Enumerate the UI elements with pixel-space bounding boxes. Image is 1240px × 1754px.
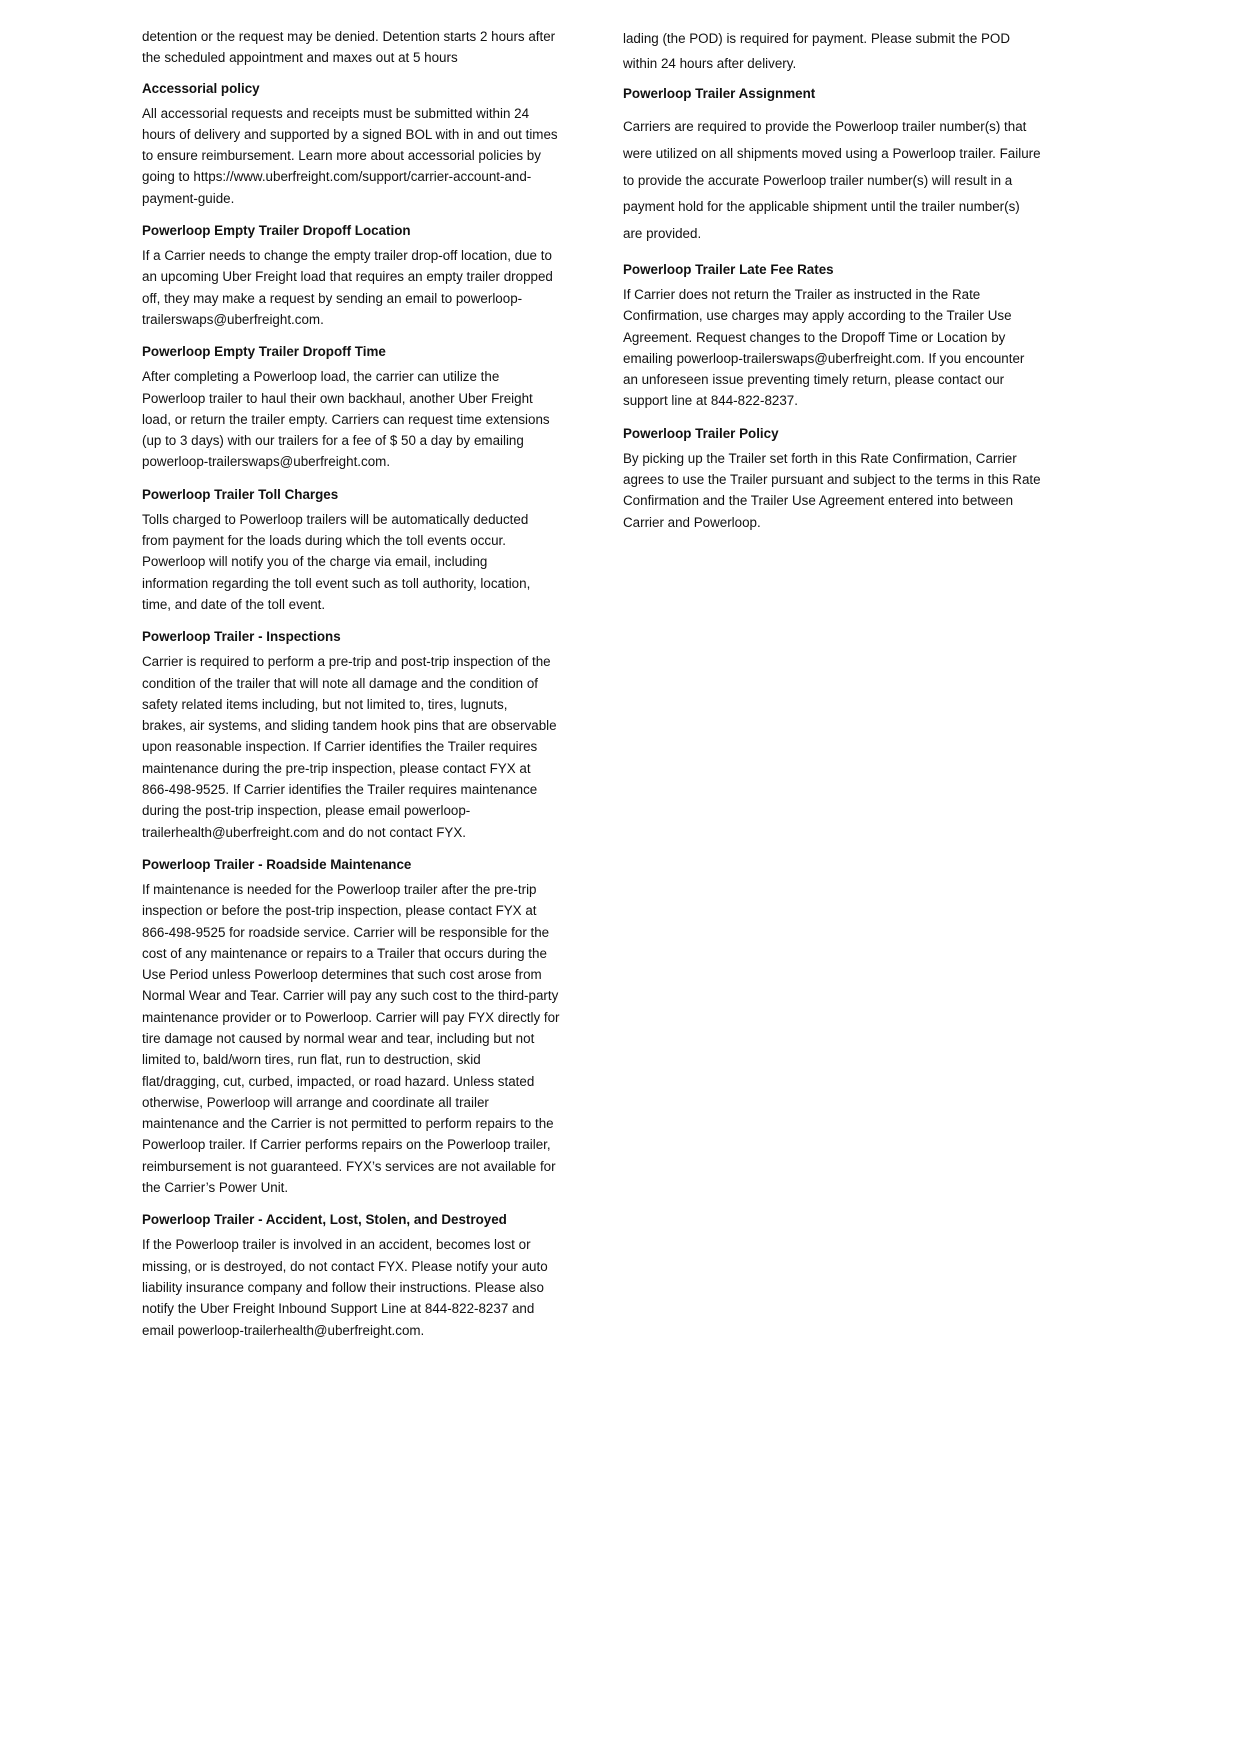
section-body: By picking up the Trailer set forth in this Rate Confirmation, Carrier agrees to use the Trailer pursuant and subject to the terms in this Rate Confirmation and the Trailer Use Agreement entered into between Carrier and Powerloop. <box>623 450 1041 530</box>
section-body: If the Powerloop trailer is involved in an accident, becomes lost or missing, or is destroyed, do not contact FYX. Please notify your auto liability insurance company and follow their instructions. Please also notify the Uber Freight Inbound Support Line at 844-822-8237 and email powerloop-trailerhealth@uberfreight.com. <box>142 1237 548 1338</box>
section-toll-charges <box>142 484 598 615</box>
section-heading: Powerloop Trailer - Roadside Maintenance <box>142 856 412 872</box>
section-roadside-maintenance <box>142 854 598 1198</box>
section-accident-lost-stolen <box>142 1209 598 1340</box>
section-heading: Powerloop Empty Trailer Dropoff Time <box>142 344 386 360</box>
right-column <box>623 26 1081 544</box>
section-body: If Carrier does not return the Trailer as instructed in the Rate Confirmation, use charges may apply according to the Trailer Use Agreement. Request changes to the Dropoff Time or Location by emailing powerloop-trailerswaps@uberfreight.com. If you encounter an unforeseen issue preventing timely return, please contact our support line at 844-822-8237. <box>623 286 1025 409</box>
section-empty-trailer-dropoff-time <box>142 341 598 472</box>
section-heading: Powerloop Trailer Late Fee Rates <box>623 261 834 277</box>
section-heading: Powerloop Trailer Toll Charges <box>142 486 339 502</box>
section-trailer-policy <box>623 423 1081 533</box>
section-inspections <box>142 626 598 843</box>
section-body: Tolls charged to Powerloop trailers will be automatically deducted from payment for the loads during which the toll events occur. Powerloop will notify you of the charge via email, including information regarding the toll event such as toll authority, location, time, and date of the toll event. <box>142 511 531 612</box>
left-column <box>142 26 598 1352</box>
left-continuation-text: detention or the request may be denied. Detention starts 2 hours after the scheduled appointment and maxes out at 5 hours <box>142 29 556 66</box>
section-late-fee-rates <box>623 259 1081 412</box>
section-trailer-assignment <box>623 83 1081 248</box>
section-body: If a Carrier needs to change the empty trailer drop-off location, due to an upcoming Uber Freight load that requires an empty trailer dropped off, they may make a request by sending an email to powerloop- trailerswaps@uberfreight.com. <box>142 248 553 327</box>
section-heading: Accessorial policy <box>142 80 260 96</box>
section-body: All accessorial requests and receipts must be submitted within 24 hours of delivery and supported by a signed BOL with in and out times to ensure reimbursement. Learn more about accessorial policies by going to https://www.uberfreight.com/support/carrier-account-and- payment-guide. <box>142 105 558 206</box>
section-body: Carrier is required to perform a pre-trip and post-trip inspection of the condition of the trailer that will note all damage and the condition of safety related items including, but not limited to, tires, lugnuts, brakes, air systems, and sliding tandem hook pins that are observable upon reasonable inspection. If Carrier identifies the Trailer requires maintenance during the pre-trip inspection, please contact FYX at 866-498-9525. If Carrier identifies the Trailer requires maintenance during the post-trip inspection, please email powerloop- trailerhealth@uberfreight.com and do not contact FYX. <box>142 654 557 840</box>
right-continuation-text: lading (the POD) is required for payment. Please submit the POD within 24 hours after delivery. <box>623 31 1011 71</box>
section-heading: Powerloop Trailer Policy <box>623 425 779 441</box>
section-heading: Powerloop Trailer Assignment <box>623 86 816 101</box>
section-empty-trailer-dropoff-location <box>142 220 598 330</box>
section-heading: Powerloop Empty Trailer Dropoff Location <box>142 223 411 239</box>
section-heading: Powerloop Trailer - Inspections <box>142 629 341 645</box>
section-body: If maintenance is needed for the Powerloop trailer after the pre-trip inspection or before the post-trip inspection, please contact FYX at 866-498-9525 for roadside service. Carrier will be responsible for the cost of any maintenance or repairs to a Trailer that occurs during the Use Period unless Powerloop determines that such cost arose from Normal Wear and Tear. Carrier will pay any such cost to the third-party maintenance provider or to Powerloop. Carrier will pay FYX directly for tire damage not caused by normal wear and tear, including but not limited to, bald/worn tires, run flat, run to destruction, skid flat/dragging, cut, curbed, impacted, or road hazard. Unless stated otherwise, Powerloop will arrange and coordinate all trailer maintenance and the Carrier is not permitted to perform repairs to the Powerloop trailer. If Carrier performs repairs on the Powerloop trailer, reimbursement is not guaranteed. FYX’s services are not available for the Carrier’s Power Unit. <box>142 881 560 1196</box>
section-heading: Powerloop Trailer - Accident, Lost, Stolen, and Destroyed <box>142 1212 507 1228</box>
section-accessorial-policy <box>142 78 598 209</box>
section-body: Carriers are required to provide the Powerloop trailer number(s) that were utilized on all shipments moved using a Powerloop trailer. Failure to provide the accurate Powerloop trailer number(s) will result in a payment hold for the applicable shipment until the trailer number(s) are provided. <box>623 119 1041 242</box>
section-body: After completing a Powerloop load, the carrier can utilize the Powerloop trailer to haul their own backhaul, another Uber Freight load, or return the trailer empty. Carriers can request time extensions (up to 3 days) with our trailers for a fee of $ 50 a day by emailing powerloop-trailerswaps@uberfreight.com. <box>142 369 550 470</box>
